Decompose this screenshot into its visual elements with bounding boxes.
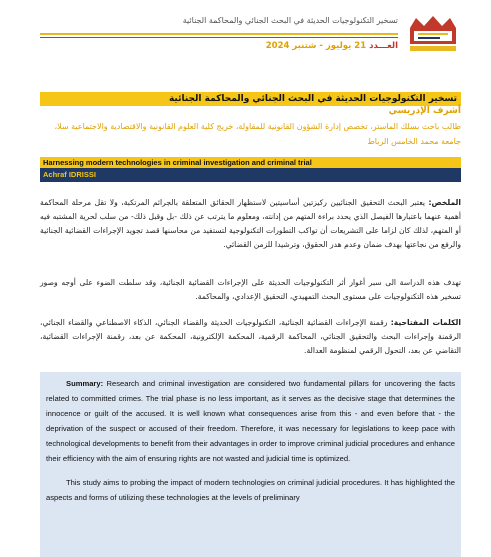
keywords-ar-label: الكلمات المفتاحية: xyxy=(390,318,461,327)
abstract-en-label: Summary: xyxy=(66,379,104,388)
author-name-en: Achraf IDRISSI xyxy=(43,170,96,179)
journal-header xyxy=(40,14,460,54)
article-title-ar: تسخير التكنولوجيات الحديثة في البحث الجنائي والمحاكمة الجنائية xyxy=(168,94,457,104)
abstract-ar-paragraph xyxy=(40,196,461,252)
english-author-bar xyxy=(40,168,461,182)
abstract-ar-paragraph-2: تهدف هذه الدراسة الى سبر أغوار أثر التكنولوجيات الحديثة على الإجراءات القضائية الجنائية، وقد سلطت الضوء على أوجه وصور تسخير هذه التكنولوجيات على مستوى البحث التمهيدي، التحقيق الإعدادي، والمحاكمة. xyxy=(40,278,461,301)
english-title-bar xyxy=(40,157,461,168)
issue-info xyxy=(266,41,398,51)
article-title-en: Harnessing modern technologies in criminal investigation and criminal trial xyxy=(43,158,312,167)
english-abstract xyxy=(40,376,461,514)
abstract-ar-text: يعتبر البحث التحقيق الجنائيين ركيزتين أساسيتين لاستظهار الحقائق المتعلقة بالجرائم المرتكبة، ولا تقل مرحلة المحاكمة أهمية عنهما باعتبارها الفيصل الذي يحدد براءة المتهم من إدانته، ومعلوم ما يترتب عن ذلك -بل وقبل ذلك- من سلب لحرية المشتبه فيه أو المتهم، لذلك كان لزاما على التشريعات أن تواكب التطورات التكنولوجية لتستفيد من محاسنها قصد تجويد الإجراءات القضائية الجنائية والرفع من نجاعتها بهدف ضمان وعدم هدر الحقوق، وترشيدا للزمن القضائي. xyxy=(40,198,461,249)
arabic-title-bar xyxy=(40,92,461,106)
journal-title: تسخير التكنولوجيات الحديثة في البحث الجنائي والمحاكمة الجنائية xyxy=(182,16,398,25)
abstract-en-paragraph xyxy=(46,376,455,466)
issue-number: 21 xyxy=(354,41,367,51)
abstract-en-paragraph-2: This study aims to probing the impact of modern technologies on criminal judicial procedures. It has highlighted the aspects and forms of utilizing these technologies at the levels of preliminary xyxy=(46,478,455,502)
author-affiliation-ar: طالب باحث بسلك الماستر، تخصص إدارة الشؤون القانونية للمقاولة، خريج كلية العلوم القانونية والاقتصادية والاجتماعية سلا، جامعة محمد الخامس الرباط xyxy=(54,122,461,146)
author-name-ar: أشرف الإدريسي xyxy=(388,106,461,116)
header-rule-gold xyxy=(40,33,398,35)
issue-label: العـــدد xyxy=(369,41,398,51)
journal-logo-icon xyxy=(406,14,460,54)
header-rule-red xyxy=(40,37,398,38)
keywords-ar-text: رقمنة الإجراءات القضائية الجنائية، التكنولوجيات الحديثة والقضاء الجنائي، الذكاء الاصطناعي والقضاء الجنائي، الرقمنة وإجراءات البحث والتحقيق الجنائي، المحاكمة الرقمية، المحكمة الإلكترونية، المحكمة عن بعد، رقمنة الإجراءات القضائية، التقاضي عن بعد، التحول الرقمي لمنظومة العدالة. xyxy=(40,318,461,355)
abstract-ar-label: الملخص: xyxy=(428,198,461,207)
abstract-en-text: Research and criminal investigation are considered two fundamental pillars for uncovering the facts related to committed crimes. The trial phase is no less important, as it serves as the decisive stage that determines the innocence or guilt of the accused. It is well known what consequences arise from this - and even before that - the deprivation of the suspect or accused of their freedom. Therefore, it was necessary for legislations to keep pace with technological developments to benefit from their advantages in order to improve criminal judicial procedures and enhance their efficiency with the aim of ensuring rights are not wasted and judicial time is optimized. xyxy=(46,379,455,463)
issue-date: يوليوز - شتنبر 2024 xyxy=(265,41,352,51)
keywords-ar-paragraph xyxy=(40,316,461,358)
